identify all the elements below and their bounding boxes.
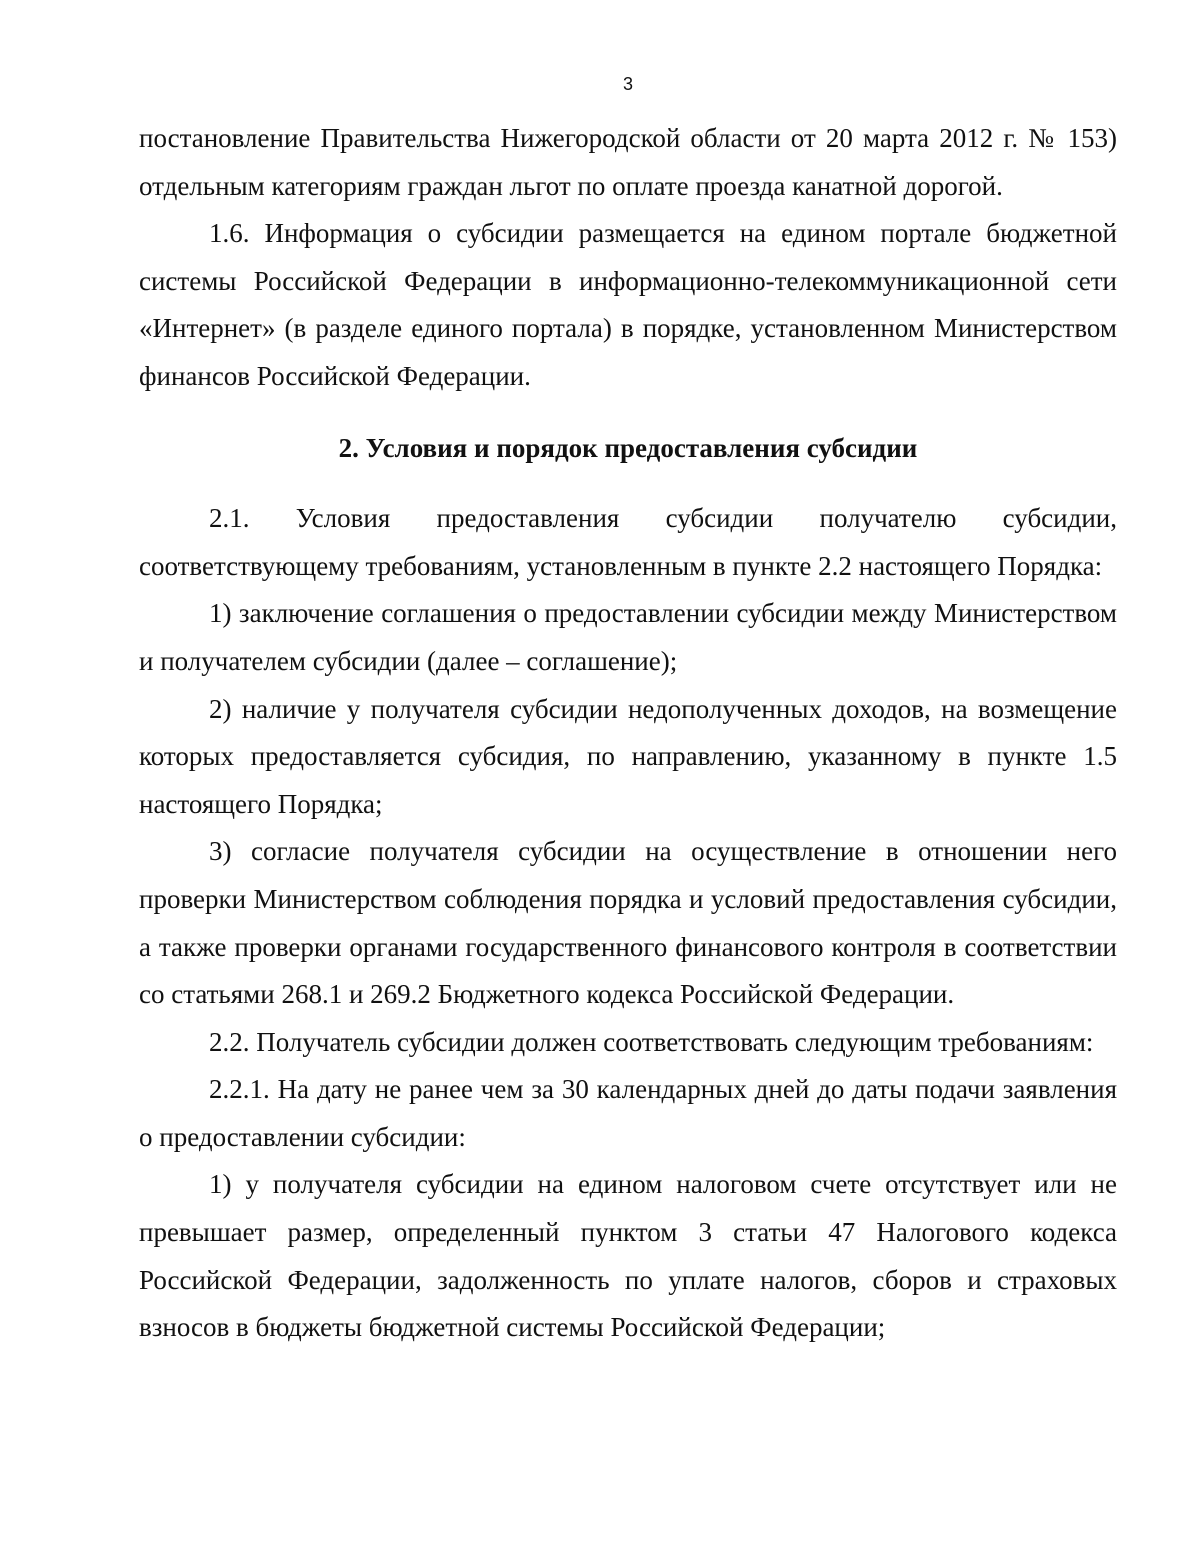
paragraph-2-1-item-2: 2) наличие у получателя субсидии недополученных доходов, на возмещение которых предоставляется субсидия, по направлению, указанному в пункте 1.5 настоящего Порядка;: [139, 693, 1117, 819]
paragraph-2-1-item-3: 3) согласие получателя субсидии на осуществление в отношении него проверки Министерством соблюдения порядка и условий предоставления субсидии, а также проверки органами государственного финансового контроля в соответствии со статьями 268.1 и 269.2 Бюджетного кодекса Российской Федерации.: [139, 836, 1117, 1010]
paragraph-2-1: 2.1. Условия предоставления субсидии получателю субсидии, соответствующему требованиям, установленным в пункте 2.2 настоящего Порядка:: [139, 503, 1117, 581]
paragraph-continuation: постановление Правительства Нижегородской области от 20 марта 2012 г. № 153) отдельным категориям граждан льгот по оплате проезда канатной дорогой.: [139, 123, 1117, 201]
paragraph-2-1-item-1: 1) заключение соглашения о предоставлении субсидии между Министерством и получателем субсидии (далее – соглашение);: [139, 598, 1117, 676]
page-number: 3: [622, 74, 633, 94]
document-body: [139, 115, 1117, 1352]
paragraph-2-2-1: 2.2.1. На дату не ранее чем за 30 календарных дней до даты подачи заявления о предоставлении субсидии:: [139, 1074, 1117, 1152]
paragraph-2-2: 2.2. Получатель субсидии должен соответствовать следующим требованиям:: [209, 1026, 1094, 1057]
section-heading: 2. Условия и порядок предоставления субсидии: [338, 432, 918, 463]
paragraph-2-2-1-item-1: 1) у получателя субсидии на едином налоговом счете отсутствует или не превышает размер, определенный пунктом 3 статьи 47 Налогового кодекса Российской Федерации, задолженность по уплате налогов, сборов и страховых взносов в бюджеты бюджетной системы Российской Федерации;: [139, 1169, 1117, 1343]
paragraph-1-6: 1.6. Информация о субсидии размещается на едином портале бюджетной системы Российской Федерации в информационно-телекоммуникационной сети «Интернет» (в разделе единого портала) в порядке, установленном Министерством финансов Российской Федерации.: [139, 218, 1117, 391]
